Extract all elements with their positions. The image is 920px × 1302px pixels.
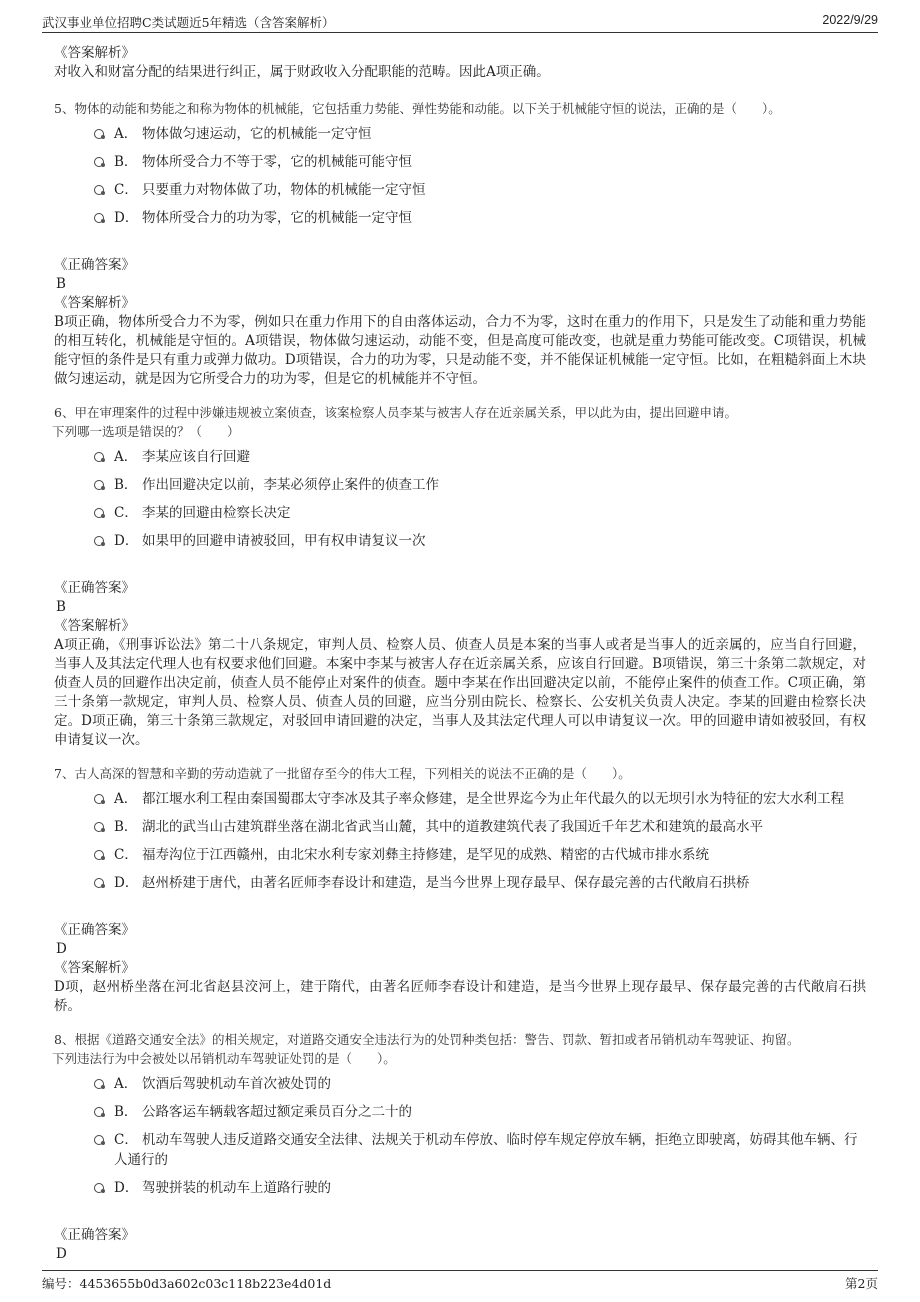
option-d[interactable]: D． 如果甲的回避申请被驳回，甲有权申请复议一次	[94, 531, 866, 551]
radio-icon[interactable]	[94, 508, 104, 518]
radio-icon[interactable]	[94, 185, 104, 195]
radio-icon[interactable]	[94, 157, 104, 167]
option-d[interactable]: D． 驾驶拼装的机动车上道路行驶的	[94, 1178, 866, 1198]
option-c[interactable]: C． 李某的回避由检察长决定	[94, 503, 866, 523]
radio-icon[interactable]	[94, 1183, 104, 1193]
question-7-options	[94, 789, 866, 893]
option-c[interactable]: C． 福寿沟位于江西赣州，由北宋水利专家刘彝主持修建，是罕见的成熟、精密的古代城市排水系统	[94, 845, 866, 865]
question-8-prompt: 下列违法行为中会被处以吊销机动车驾驶证处罚的是（ ）。	[52, 1051, 396, 1066]
option-a[interactable]: A． 物体做匀速运动，它的机械能一定守恒	[94, 124, 866, 144]
question-5-stem: 5、物体的动能和势能之和称为物体的机械能，它包括重力势能、弹性势能和动能。以下关于机械能守恒的说法，正确的是（ ）。	[54, 101, 781, 116]
correct-answer-label: 《正确答案》	[54, 580, 135, 596]
page-footer	[42, 1270, 878, 1293]
question-6-stem: 6、甲在审理案件的过程中涉嫌违规被立案侦查，该案检察人员李某与被害人存在近亲属关系，甲以此为由，提出回避申请。	[54, 405, 737, 420]
option-a[interactable]: A． 都江堰水利工程由秦国蜀郡太守李冰及其子率众修建，是全世界迄今为止年代最久的以无坝引水为特征的宏大水利工程	[94, 789, 866, 809]
question-7-stem: 7、古人高深的智慧和辛勤的劳动造就了一批留存至今的伟大工程，下列相关的说法不正确的是（ ）。	[54, 766, 631, 781]
option-b[interactable]: B． 湖北的武当山古建筑群坐落在湖北省武当山麓，其中的道教建筑代表了我国近千年艺术和建筑的最高水平	[94, 817, 866, 837]
question-6-prompt: 下列哪一选项是错误的？（ ）	[52, 424, 240, 439]
correct-answer-label: 《正确答案》	[54, 1227, 135, 1243]
explanation-text: B项正确，物体所受合力不为零，例如只在重力作用下的自由落体运动，合力不为零，这时在重力的作用下，只是发生了动能和重力势能的相互转化，机械能是守恒的。A项错误，物体做匀速运动，动能不变，但是高度可能改变，也就是重力势能可能改变。C项错误，机械能守恒的条件是只有重力或弹力做功。D项错误，合力的功为零，只是动能不变，并不能保证机械能一定守恒。比如，在粗糙斜面上木块做匀速运动，就是因为它所受合力的功为零，但是它的机械能并不守恒。	[54, 314, 866, 387]
question-8-stem: 8、根据《道路交通安全法》的相关规定，对道路交通安全违法行为的处罚种类包括：警告、罚款、暂扣或者吊销机动车驾驶证、拘留。	[54, 1032, 800, 1047]
correct-answer-label: 《正确答案》	[54, 922, 135, 938]
radio-icon[interactable]	[94, 1107, 104, 1117]
page-number: 第2页	[845, 1276, 878, 1291]
option-b[interactable]: B． 物体所受合力不等于零，它的机械能可能守恒	[94, 152, 866, 172]
explanation-text: 对收入和财富分配的结果进行纠正，属于财政收入分配职能的范畴。因此A项正确。	[54, 64, 550, 80]
option-a[interactable]: A． 饮酒后驾驶机动车首次被处罚的	[94, 1074, 866, 1094]
radio-icon[interactable]	[94, 129, 104, 139]
correct-answer-value: D	[56, 941, 67, 957]
question-8-options	[94, 1074, 866, 1198]
page-header	[42, 10, 878, 33]
option-c[interactable]: C． 只要重力对物体做了功，物体的机械能一定守恒	[94, 180, 866, 200]
option-c[interactable]: C． 机动车驾驶人违反道路交通安全法律、法规关于机动车停放、临时停车规定停放车辆，拒绝立即驶离，妨碍其他车辆、行人通行的	[94, 1130, 866, 1170]
radio-icon[interactable]	[94, 1079, 104, 1089]
document-title: 武汉事业单位招聘C类试题近5年精选（含答案解析）	[42, 15, 335, 30]
correct-answer-label: 《正确答案》	[54, 257, 135, 273]
option-b[interactable]: B． 公路客运车辆载客超过额定乘员百分之二十的	[94, 1102, 866, 1122]
radio-icon[interactable]	[94, 480, 104, 490]
radio-icon[interactable]	[94, 213, 104, 223]
radio-icon[interactable]	[94, 878, 104, 888]
analysis-label: 《答案解析》	[54, 618, 135, 634]
explanation-text: A项正确，《刑事诉讼法》第二十八条规定，审判人员、检察人员、侦查人员是本案的当事人或者是当事人的近亲属的，应当自行回避，当事人及其法定代理人也有权要求他们回避。本案中李某与被害人存在近亲属关系，应该自行回避。B项错误，第三十条第二款规定，对侦查人员的回避作出决定前，侦查人员不能停止对案件的侦查。题中李某在作出回避决定以前，不能停止案件的侦查工作。C项正确，第三十条第一款规定，审判人员、检察人员、侦查人员的回避，应当分别由院长、检察长、公安机关负责人决定。李某的回避由检察长决定。D项正确，第三十条第三款规定，对驳回申请回避的决定，当事人及其法定代理人可以申请复议一次。甲的回避申请如被驳回，有权申请复议一次。	[54, 637, 866, 748]
radio-icon[interactable]	[94, 850, 104, 860]
radio-icon[interactable]	[94, 1135, 104, 1145]
analysis-label: 《答案解析》	[54, 960, 135, 976]
document-code: 编号：4453655b0d3a602c03c118b223e4d01d	[42, 1276, 332, 1291]
document-date: 2022/9/29	[822, 13, 878, 27]
correct-answer-value: B	[56, 599, 66, 615]
option-d[interactable]: D． 赵州桥建于唐代，由著名匠师李春设计和建造，是当今世界上现存最早、保存最完善的古代敞肩石拱桥	[94, 873, 866, 893]
question-6-options	[94, 447, 866, 551]
explanation-text: D项，赵州桥坐落在河北省赵县洨河上，建于隋代，由著名匠师李春设计和建造，是当今世界上现存最早、保存最完善的古代敞肩石拱桥。	[54, 979, 866, 1014]
option-a[interactable]: A． 李某应该自行回避	[94, 447, 866, 467]
option-d[interactable]: D． 物体所受合力的功为零，它的机械能一定守恒	[94, 208, 866, 228]
analysis-label: 《答案解析》	[54, 45, 135, 61]
radio-icon[interactable]	[94, 794, 104, 804]
page-content	[54, 44, 866, 1264]
radio-icon[interactable]	[94, 536, 104, 546]
radio-icon[interactable]	[94, 452, 104, 462]
radio-icon[interactable]	[94, 822, 104, 832]
option-b[interactable]: B． 作出回避决定以前，李某必须停止案件的侦查工作	[94, 475, 866, 495]
question-5-options	[94, 124, 866, 228]
correct-answer-value: D	[56, 1246, 67, 1262]
correct-answer-value: B	[56, 276, 66, 292]
analysis-label: 《答案解析》	[54, 295, 135, 311]
